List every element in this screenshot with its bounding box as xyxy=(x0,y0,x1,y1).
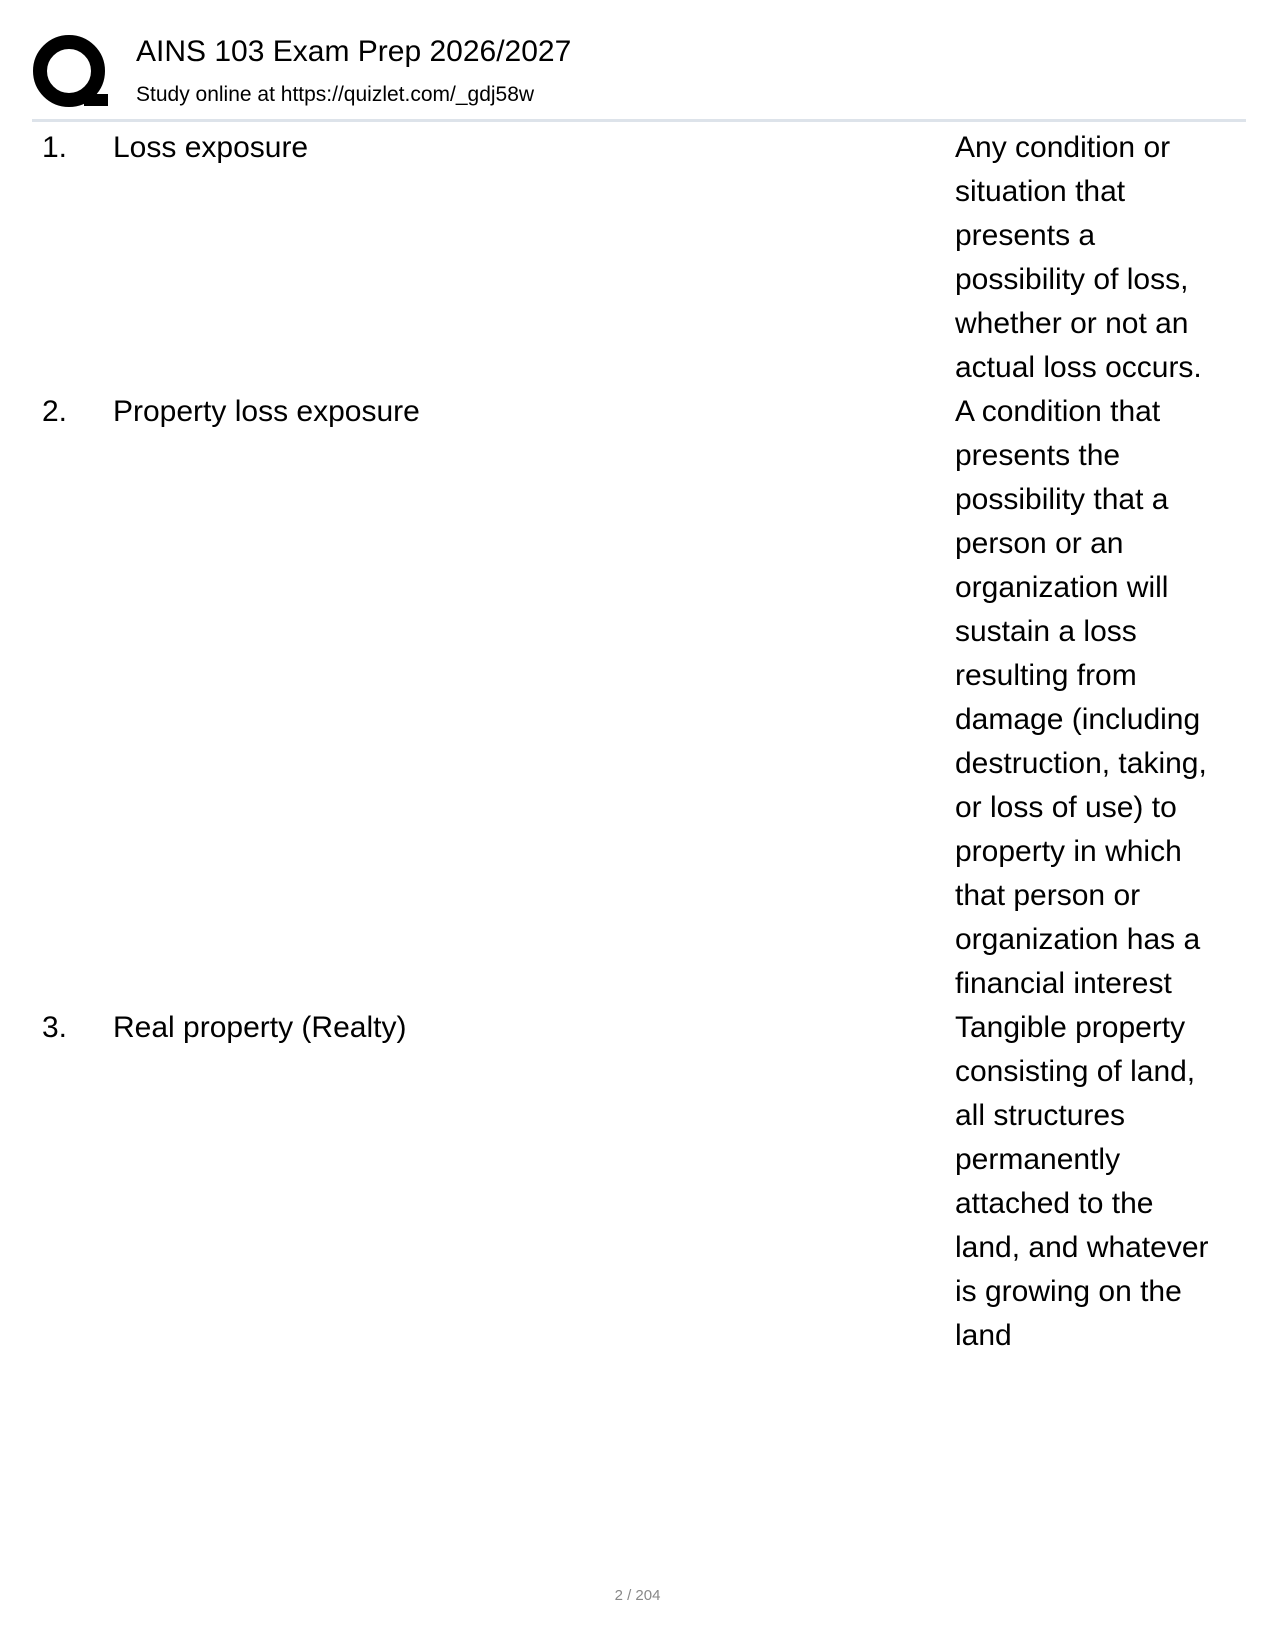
header-divider xyxy=(32,119,1246,122)
definition-line: consisting of land, xyxy=(955,1055,1196,1088)
definition-line: attached to the xyxy=(955,1187,1154,1220)
quizlet-q-logo-icon xyxy=(32,34,112,114)
definition-line: all structures xyxy=(955,1099,1126,1132)
card-number: 1. xyxy=(42,131,68,164)
definition-line: presents a xyxy=(955,219,1096,252)
definition-line: situation that xyxy=(955,175,1126,208)
definition-line: possibility of loss, xyxy=(955,263,1189,296)
definition-line: damage (including xyxy=(955,703,1201,736)
study-online-link[interactable]: Study online at https://quizlet.com/_gdj58w xyxy=(136,83,535,106)
definition-line: organization will xyxy=(955,571,1169,604)
card-term: Loss exposure xyxy=(113,131,309,164)
definition-line: whether or not an xyxy=(955,307,1189,340)
definition-line: is growing on the xyxy=(955,1275,1182,1308)
definition-line: permanently xyxy=(955,1143,1121,1176)
definition-line: A condition that xyxy=(955,395,1161,428)
definition-line: person or an xyxy=(955,527,1124,560)
card-number: 3. xyxy=(42,1011,68,1044)
page-header xyxy=(0,0,1275,125)
flashcard-list xyxy=(0,126,1275,1358)
card-term: Real property (Realty) xyxy=(113,1011,407,1044)
card-definition xyxy=(955,1006,1230,1358)
definition-line: sustain a loss xyxy=(955,615,1137,648)
card-term: Property loss exposure xyxy=(113,395,420,428)
definition-line: financial interest xyxy=(955,967,1172,1000)
page-indicator: 2 / 204 xyxy=(614,1587,661,1604)
definition-line: organization has a xyxy=(955,923,1201,956)
page-title: AINS 103 Exam Prep 2026/2027 xyxy=(136,35,572,68)
definition-line: property in which xyxy=(955,835,1182,868)
definition-line: actual loss occurs. xyxy=(955,351,1202,384)
definition-line: land xyxy=(955,1319,1012,1352)
definition-line: destruction, taking, xyxy=(955,747,1207,780)
definition-line: Any condition or xyxy=(955,131,1171,164)
card-number: 2. xyxy=(42,395,68,428)
definition-line: resulting from xyxy=(955,659,1137,692)
definition-line: or loss of use) to xyxy=(955,791,1177,824)
card-definition xyxy=(955,390,1230,1006)
flashcard xyxy=(0,126,1275,390)
definition-line: Tangible property xyxy=(955,1011,1186,1044)
definition-line: land, and whatever xyxy=(955,1231,1209,1264)
definition-line: possibility that a xyxy=(955,483,1169,516)
card-definition xyxy=(955,126,1230,390)
flashcard xyxy=(0,390,1275,1006)
definition-line: that person or xyxy=(955,879,1141,912)
definition-line: presents the xyxy=(955,439,1121,472)
flashcard xyxy=(0,1006,1275,1358)
